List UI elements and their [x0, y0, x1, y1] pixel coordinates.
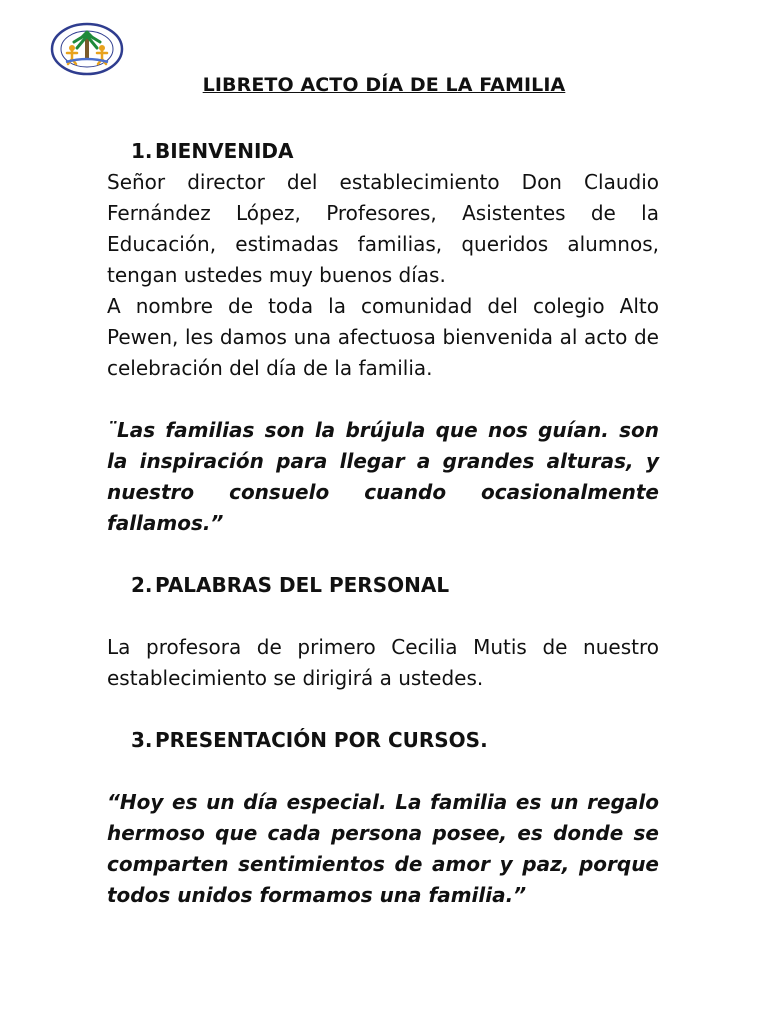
document-body — [107, 136, 659, 911]
school-seal-icon — [50, 22, 124, 76]
section-title: PALABRAS DEL PERSONAL — [155, 573, 450, 597]
staff-paragraph: La profesora de primero Cecilia Mutis de nuestro establecimiento se dirigirá a ustedes. — [107, 635, 659, 690]
family-quote: ¨Las familias son la brújula que nos guían. son la inspiración para llegar a grandes alturas, y nuestro consuelo cuando ocasionalmente fallamos.” — [107, 418, 659, 535]
presentation-quote: “Hoy es un día especial. La familia es un regalo hermoso que cada persona posee, es donde se comparten sentimientos de amor y paz, porque todos unidos formamos una familia.” — [107, 790, 659, 907]
welcome-paragraph: A nombre de toda la comunidad del colegio Alto Pewen, les damos una afectuosa bienvenida al acto de celebración del día de la familia. — [107, 294, 659, 380]
school-logo — [50, 22, 124, 76]
section-title: PRESENTACIÓN POR CURSOS. — [155, 728, 488, 752]
section-number: 3. — [131, 728, 153, 752]
section-heading-palabras — [107, 570, 659, 601]
section-heading-bienvenida — [107, 136, 659, 167]
section-number: 2. — [131, 573, 153, 597]
welcome-paragraph: Señor director del establecimiento Don Claudio Fernández López, Profesores, Asistentes de la Educación, estimadas familias, queridos alumnos, tengan ustedes muy buenos días. — [107, 170, 659, 287]
section-number: 1. — [131, 139, 153, 163]
document-title: LIBRETO ACTO DÍA DE LA FAMILIA — [202, 74, 566, 96]
section-heading-presentacion — [107, 725, 659, 756]
section-title: BIENVENIDA — [155, 139, 294, 163]
